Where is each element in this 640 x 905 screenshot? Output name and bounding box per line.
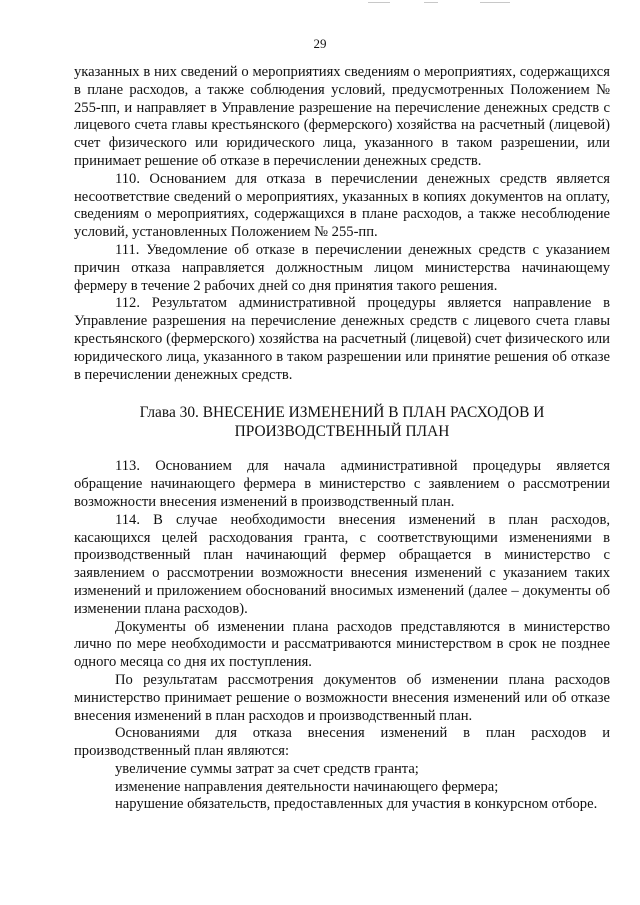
paragraph: увеличение суммы затрат за счет средств гранта; [115, 760, 419, 777]
section-after-chapter [74, 458, 610, 814]
paragraph: 111. Уведомление об отказе в перечислении денежных средств с указанием причин отказа направляется должностным лицом министерства начинающему фермеру в течение 2 рабочих дней со дня принятия такого решения. [74, 241, 610, 294]
chapter-heading [74, 403, 610, 441]
section-before-chapter [74, 64, 610, 384]
chapter-heading-line-1: Глава 30. ВНЕСЕНИЕ ИЗМЕНЕНИЙ В ПЛАН РАСХОДОВ И [139, 404, 545, 422]
paragraph: изменение направления деятельности начинающего фермера; [115, 778, 499, 795]
document-body [74, 64, 610, 814]
paragraph: Документы об изменении плана расходов представляются в министерство лично по мере необходимости и рассматриваются министерством в срок не позднее одного месяца со дня их поступления. [74, 618, 610, 671]
paragraph: Основаниями для отказа внесения изменений в план расходов и производственный план являются: [74, 725, 610, 760]
paragraph: 113. Основанием для начала административной процедуры является обращение начинающего фермера в министерство с заявлением о рассмотрении возможности внесения изменений в производственный план. [74, 458, 610, 510]
paragraph: По результатам рассмотрения документов об изменении плана расходов министерство принимает решение о возможности внесения изменений или об отказе внесения изменений в план расходов и производственный план. [74, 671, 610, 724]
paragraph: 112. Результатом административной процедуры является направление в Управление разрешения на перечисление денежных средств с лицевого счета главы крестьянского (фермерского) хозяйства на расчетный (лицевой) счет физического или юридического лица, указанного в таком разрешении или принятие решения об отказе в перечислении денежных средств. [74, 295, 610, 383]
paragraph: 114. В случае необходимости внесения изменений в план расходов, касающихся целей расходования гранта, с соответствующими изменениями в производственный план начинающий фермер обращается в министерство с заявлением о рассмотрении возможности внесения изменений с указанием таких изменений и приложением обоснований вносимых изменений (далее – документы об изменении плана расходов). [74, 511, 610, 617]
scan-marks [368, 2, 518, 6]
paragraph: нарушение обязательств, предоставленных для участия в конкурсном отборе. [115, 796, 598, 813]
paragraph: указанных в них сведений о мероприятиях сведениям о мероприятиях, содержащихся в плане расходов, а также соблюдения условий, предусмотренных Положением № 255-пп, и направляет в Управление разрешение на перечисление денежных средств с лицевого счета главы крестьянского (фермерского) хозяйства на расчетный (лицевой) счет физического или юридического лица, указанного в таком разрешении, или принимает решение об отказе в перечислении денежных средств. [74, 64, 610, 169]
page-number: 29 [313, 36, 327, 51]
chapter-heading-line-2: ПРОИЗВОДСТВЕННЫЙ ПЛАН [234, 423, 450, 441]
paragraph: 110. Основанием для отказа в перечислении денежных средств является несоответствие сведений о мероприятиях, указанных в копиях документов на оплату, сведениям о мероприятиях, содержащихся в плане расходов, а также несоблюдение условий, установленных Положением № 255-пп. [74, 170, 610, 241]
